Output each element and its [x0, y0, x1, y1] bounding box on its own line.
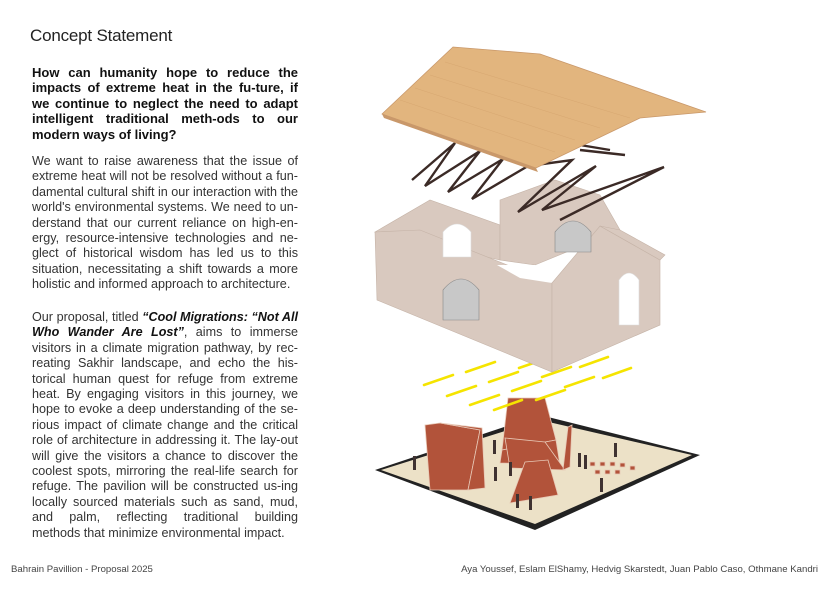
- concept-paragraph-1: We want to raise awareness that the issue of extreme heat will not be resolved without a fun-damental cultural shift in our interaction with the world's environmental systems. We need to un-derstand that our current reliance on high-en-ergy, resource-intensive technologies and ne-glect of historical wisdom has led us to this situation, necessitating a shift towards a more holistic and informed approach to architecture.: [32, 154, 299, 292]
- footer-project-label: Bahrain Pavillion - Proposal 2025: [11, 564, 153, 575]
- project-title: “Cool Migrations: “Not All Who Wander Are Lost”: [32, 310, 299, 340]
- footer-authors: Aya Youssef, Eslam ElShamy, Hedvig Skarstedt, Juan Pablo Caso, Othmane Kandri: [461, 564, 818, 575]
- page-title: Concept Statement: [30, 26, 173, 45]
- timber-roof: [382, 47, 706, 172]
- concept-paragraph-2: [32, 310, 298, 541]
- paragraph-rest: , aims to immerse visitors in a climate migration pathway, by rec-reating Sakhir landscape, and echo the his-torical human quest for refuge from extreme heat. By engaging visitors in this journey, we hope to evoke a deep understanding of the se-rious impact of climate change and the critical role of architecture in addressing it. The lay-out will give the visitors a chance to discover the coolest spots, mirroring the real-life search for refuge. The pavilion will be constructed us-ing locally sourced materials such as sand, mud, and palm, reflecting traditional building methods that minimize environmental impact.: [32, 325, 298, 540]
- concept-question: How can humanity hope to reduce the impacts of extreme heat in the fu-ture, if we continue to neglect the need to adapt intelligent traditional meth-ods to our modern ways of living?: [32, 65, 298, 142]
- exploded-axonometric-illustration: [340, 20, 800, 550]
- paragraph-lead: Our proposal, titled: [32, 310, 143, 324]
